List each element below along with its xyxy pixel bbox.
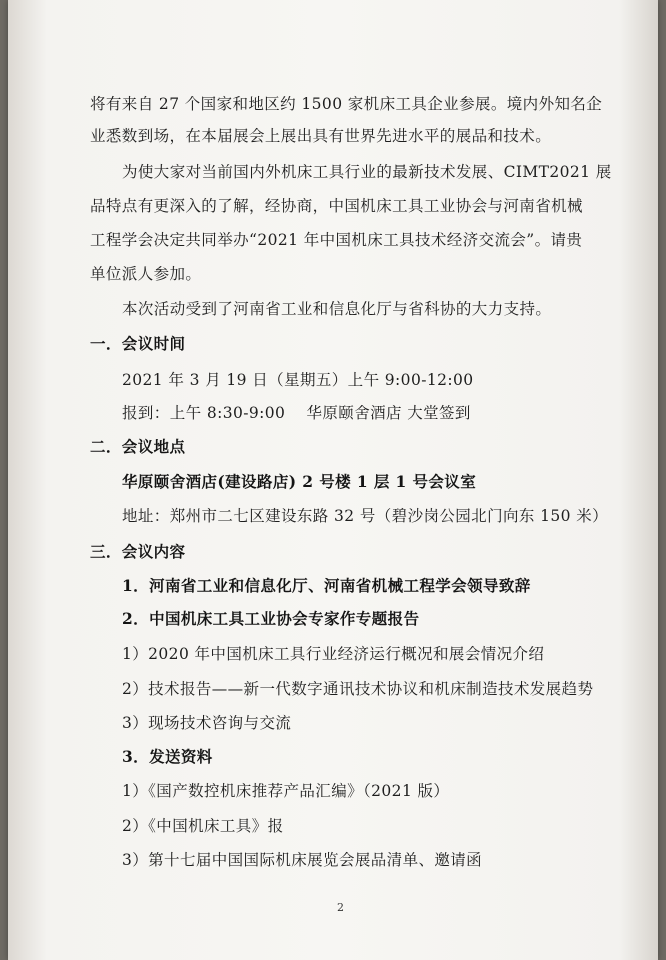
paragraph-1-line-1: 将有来自 27 个国家和地区约 1500 家机床工具企业参展。境内外知名企 xyxy=(90,95,603,113)
paragraph-1-line-2: 业悉数到场，在本届展会上展出具有世界先进水平的展品和技术。 xyxy=(90,127,552,145)
content-item-2-sub-3: 3）现场技术咨询与交流 xyxy=(122,714,292,732)
content-item-2: 2．中国机床工具工业协会专家作专题报告 xyxy=(122,609,420,628)
meeting-venue: 华原颐舍酒店(建设路店) 2 号楼 1 层 1 号会议室 xyxy=(122,472,477,491)
section-3-heading: 三．会议内容 xyxy=(90,542,186,561)
paragraph-2-line-1: 为使大家对当前国内外机床工具行业的最新技术发展、CIMT2021 展 xyxy=(122,163,612,181)
document-page xyxy=(8,0,658,960)
paragraph-2-line-2: 品特点有更深入的了解，经协商，中国机床工具工业协会与河南省机械 xyxy=(90,197,583,215)
section-2-heading: 二．会议地点 xyxy=(90,437,186,456)
meeting-time: 2021 年 3 月 19 日（星期五）上午 9:00-12:00 xyxy=(122,371,474,389)
venue-address: 地址：郑州市二七区建设东路 32 号（碧沙岗公园北门向东 150 米） xyxy=(122,507,609,525)
content-item-1: 1．河南省工业和信息化厅、河南省机械工程学会领导致辞 xyxy=(122,576,531,595)
content-item-3-sub-3: 3）第十七届中国国际机床展览会展品清单、邀请函 xyxy=(122,851,483,869)
paragraph-2-line-3: 工程学会决定共同举办“2021 年中国机床工具技术经济交流会”。请贵 xyxy=(90,231,583,249)
section-1-heading: 一．会议时间 xyxy=(90,334,186,353)
content-item-2-sub-2: 2）技术报告——新一代数字通讯技术协议和机床制造技术发展趋势 xyxy=(122,680,594,698)
content-item-3: 3．发送资料 xyxy=(122,747,213,766)
content-item-3-sub-2: 2）《中国机床工具》报 xyxy=(122,817,284,835)
paragraph-3-line-1: 本次活动受到了河南省工业和信息化厅与省科协的大力支持。 xyxy=(122,300,552,318)
paragraph-2-line-4: 单位派人参加。 xyxy=(90,265,202,283)
registration-info: 报到：上午 8:30-9:00 华原颐舍酒店 大堂签到 xyxy=(122,404,471,422)
content-item-3-sub-1: 1）《国产数控机床推荐产品汇编》（2021 版） xyxy=(122,782,450,800)
content-item-2-sub-1: 1）2020 年中国机床工具行业经济运行概况和展会情况介绍 xyxy=(122,645,545,663)
page-number: 2 xyxy=(337,901,344,914)
